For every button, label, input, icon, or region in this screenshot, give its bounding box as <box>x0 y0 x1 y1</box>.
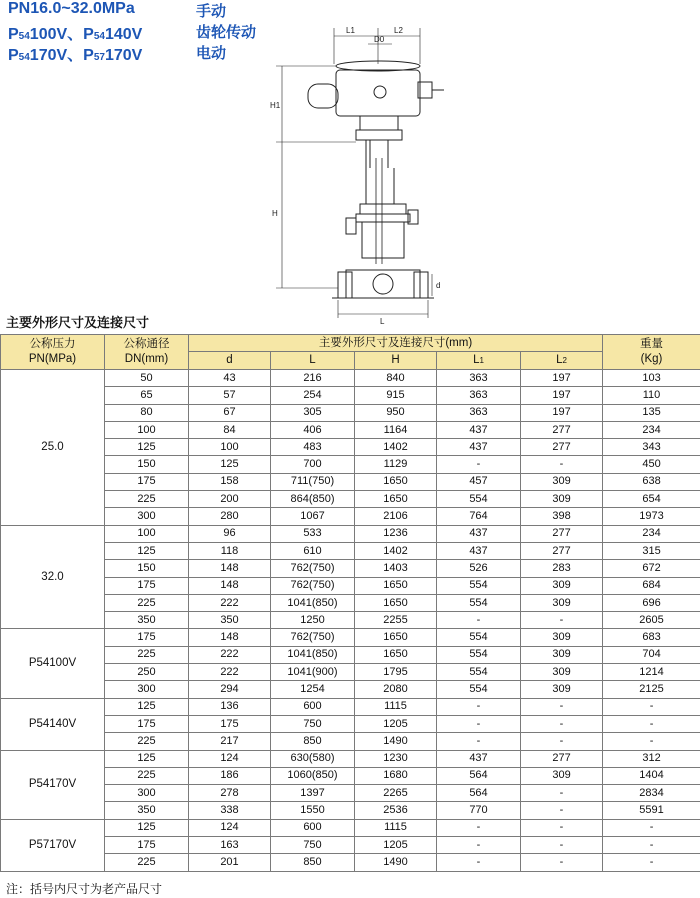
table-row <box>1 525 700 542</box>
table-row <box>1 733 700 750</box>
table-cell: 1230 <box>355 750 437 767</box>
header-l2: L2 <box>521 352 603 370</box>
table-cell: 1214 <box>603 664 700 681</box>
header-d: d <box>189 352 271 370</box>
table-cell: 309 <box>521 577 603 594</box>
section-title: 主要外形尺寸及连接尺寸 <box>6 316 150 331</box>
table-cell: 280 <box>189 508 271 525</box>
table-cell: 1250 <box>271 612 355 629</box>
table-cell: 312 <box>603 750 700 767</box>
table-cell: 850 <box>271 854 355 871</box>
table-cell: 684 <box>603 577 700 594</box>
model-subscript: 54 <box>18 52 30 63</box>
table-cell: 1973 <box>603 508 700 525</box>
table-cell: 96 <box>189 525 271 542</box>
table-cell: 57 <box>189 387 271 404</box>
table-row <box>1 698 700 715</box>
table-cell: 5591 <box>603 802 700 819</box>
table-cell: 197 <box>521 404 603 421</box>
table-cell: 222 <box>189 594 271 611</box>
table-cell: 125 <box>105 439 189 456</box>
table-cell: 148 <box>189 577 271 594</box>
table-row <box>1 439 700 456</box>
table-cell: 222 <box>189 646 271 663</box>
table-cell: 554 <box>437 629 521 646</box>
table-cell: 398 <box>521 508 603 525</box>
table-cell: 770 <box>437 802 521 819</box>
table-cell: - <box>603 715 700 732</box>
table-row <box>1 629 700 646</box>
table-cell: - <box>521 612 603 629</box>
table-cell: 124 <box>189 819 271 836</box>
table-cell: 533 <box>271 525 355 542</box>
table-cell: 125 <box>105 819 189 836</box>
table-row <box>1 404 700 421</box>
pn-cell: P54170V <box>1 750 105 819</box>
header-mode-2: 齿轮传动 <box>196 23 257 41</box>
table-cell: - <box>437 819 521 836</box>
table-cell: 750 <box>271 715 355 732</box>
table-cell: 704 <box>603 646 700 663</box>
table-cell: 1205 <box>355 837 437 854</box>
table-cell: 850 <box>271 733 355 750</box>
table-row <box>1 577 700 594</box>
header-weight: 重量 (Kg) <box>603 335 700 370</box>
model-subscript: 54 <box>93 31 105 42</box>
table-cell: 136 <box>189 698 271 715</box>
table-row <box>1 681 700 698</box>
header-spec-line-2 <box>8 21 142 44</box>
table-cell: 80 <box>105 404 189 421</box>
table-cell: 1115 <box>355 698 437 715</box>
drawing-label-l2: L2 <box>394 26 403 35</box>
drawing-label-d0: D0 <box>374 35 385 44</box>
table-cell: 1650 <box>355 491 437 508</box>
table-cell: 1402 <box>355 542 437 559</box>
table-row <box>1 612 700 629</box>
table-row <box>1 854 700 871</box>
table-cell: - <box>603 854 700 871</box>
table-cell: 84 <box>189 421 271 438</box>
table-body <box>1 370 700 872</box>
table-cell: 1164 <box>355 421 437 438</box>
table-cell: - <box>521 819 603 836</box>
table-cell: - <box>437 698 521 715</box>
table-cell: 1650 <box>355 577 437 594</box>
table-cell: 554 <box>437 664 521 681</box>
table-cell: 100 <box>105 421 189 438</box>
table-cell: 216 <box>271 370 355 387</box>
pn-cell: P54140V <box>1 698 105 750</box>
table-row <box>1 837 700 854</box>
table-cell: 1402 <box>355 439 437 456</box>
table-cell: 43 <box>189 370 271 387</box>
header-dimensions-group: 主要外形尺寸及连接尺寸(mm) <box>189 335 603 352</box>
table-cell: 1129 <box>355 456 437 473</box>
header-mode-3: 电动 <box>196 44 227 62</box>
table-cell: 124 <box>189 750 271 767</box>
table-row <box>1 785 700 802</box>
table-cell: 915 <box>355 387 437 404</box>
table-cell: 175 <box>105 577 189 594</box>
table-row <box>1 802 700 819</box>
table-cell: 2605 <box>603 612 700 629</box>
drawing-label-h1: H1 <box>270 101 281 110</box>
table-cell: 1254 <box>271 681 355 698</box>
table-cell: - <box>603 837 700 854</box>
table-cell: 158 <box>189 473 271 490</box>
drawing-label-l1: L1 <box>346 26 355 35</box>
footnote: 注：括号内尺寸为老产品尺寸 <box>6 882 163 896</box>
table-cell: 554 <box>437 594 521 611</box>
header-l: L <box>271 352 355 370</box>
table-cell: 2265 <box>355 785 437 802</box>
table-cell: 864(850) <box>271 491 355 508</box>
table-cell: 554 <box>437 681 521 698</box>
table-cell: 2834 <box>603 785 700 802</box>
spec-text: 170V、P <box>29 47 94 64</box>
table-cell: 186 <box>189 767 271 784</box>
table-cell: 150 <box>105 560 189 577</box>
header-spec-line-1 <box>8 0 135 18</box>
table-cell: 283 <box>521 560 603 577</box>
table-row <box>1 387 700 404</box>
table-cell: 1041(850) <box>271 594 355 611</box>
table-cell: 437 <box>437 750 521 767</box>
table-cell: 700 <box>271 456 355 473</box>
table-cell: 457 <box>437 473 521 490</box>
table-cell: 50 <box>105 370 189 387</box>
table-cell: 437 <box>437 439 521 456</box>
table-row <box>1 456 700 473</box>
table-cell: 175 <box>105 715 189 732</box>
table-cell: 225 <box>105 491 189 508</box>
table-cell: 217 <box>189 733 271 750</box>
table-row <box>1 664 700 681</box>
table-cell: 100 <box>189 439 271 456</box>
table-cell: 277 <box>521 439 603 456</box>
table-cell: 309 <box>521 664 603 681</box>
table-cell: 554 <box>437 491 521 508</box>
table-cell: 1060(850) <box>271 767 355 784</box>
table-cell: 309 <box>521 681 603 698</box>
table-cell: 437 <box>437 525 521 542</box>
table-cell: 254 <box>271 387 355 404</box>
table-cell: 654 <box>603 491 700 508</box>
table-cell: - <box>521 785 603 802</box>
table-row <box>1 594 700 611</box>
table-row <box>1 819 700 836</box>
table-cell: 1404 <box>603 767 700 784</box>
spec-text: PN16.0~32.0MPa <box>8 0 135 17</box>
table-cell: 350 <box>105 612 189 629</box>
table-cell: 363 <box>437 370 521 387</box>
table-cell: 1041(900) <box>271 664 355 681</box>
model-subscript: 54 <box>18 31 30 42</box>
table-cell: 343 <box>603 439 700 456</box>
table-cell: 234 <box>603 421 700 438</box>
table-cell: 696 <box>603 594 700 611</box>
table-cell: 1550 <box>271 802 355 819</box>
table-cell: 315 <box>603 542 700 559</box>
pn-cell: P54100V <box>1 629 105 698</box>
table-cell: - <box>437 733 521 750</box>
table-cell: 225 <box>105 767 189 784</box>
table-cell: 197 <box>521 370 603 387</box>
table-cell: 764 <box>437 508 521 525</box>
table-row <box>1 715 700 732</box>
table-cell: 100 <box>105 525 189 542</box>
table-cell: 2125 <box>603 681 700 698</box>
table-cell: 1650 <box>355 594 437 611</box>
header-h: H <box>355 352 437 370</box>
valve-drawing <box>262 18 462 328</box>
table-cell: 309 <box>521 594 603 611</box>
table-row <box>1 646 700 663</box>
table-cell: - <box>521 837 603 854</box>
table-cell: 1067 <box>271 508 355 525</box>
drawing-label-l: L <box>380 317 385 326</box>
table-cell: 350 <box>105 802 189 819</box>
table-cell: 163 <box>189 837 271 854</box>
table-cell: 309 <box>521 473 603 490</box>
table-row <box>1 473 700 490</box>
table-cell: 197 <box>521 387 603 404</box>
table-cell: 277 <box>521 542 603 559</box>
table-cell: 950 <box>355 404 437 421</box>
spec-text: P <box>8 47 19 64</box>
table-cell: 554 <box>437 577 521 594</box>
table-cell: - <box>521 715 603 732</box>
table-cell: - <box>521 698 603 715</box>
table-row <box>1 421 700 438</box>
spec-text: 170V <box>104 47 143 64</box>
table-cell: 1490 <box>355 854 437 871</box>
drawing-label-d: d <box>436 281 441 290</box>
table-cell: 175 <box>105 837 189 854</box>
table-cell: 406 <box>271 421 355 438</box>
header-spec-line-3 <box>8 42 142 65</box>
table-cell: 2080 <box>355 681 437 698</box>
table-row <box>1 370 700 387</box>
table-cell: 294 <box>189 681 271 698</box>
table-cell: 118 <box>189 542 271 559</box>
table-row <box>1 508 700 525</box>
table-cell: - <box>603 733 700 750</box>
table-cell: 638 <box>603 473 700 490</box>
table-cell: 148 <box>189 560 271 577</box>
table-cell: 125 <box>189 456 271 473</box>
table-cell: 1795 <box>355 664 437 681</box>
table-cell: 450 <box>603 456 700 473</box>
table-cell: 600 <box>271 819 355 836</box>
table-cell: 103 <box>603 370 700 387</box>
table-cell: 148 <box>189 629 271 646</box>
table-row <box>1 542 700 559</box>
table-cell: 305 <box>271 404 355 421</box>
table-cell: 1490 <box>355 733 437 750</box>
table-cell: 277 <box>521 421 603 438</box>
table-cell: 1680 <box>355 767 437 784</box>
table-cell: - <box>437 837 521 854</box>
table-cell: 672 <box>603 560 700 577</box>
table-cell: 683 <box>603 629 700 646</box>
table-cell: 125 <box>105 542 189 559</box>
table-row <box>1 767 700 784</box>
drawing-label-h: H <box>272 209 278 218</box>
header-pn: 公称压力 PN(MPa) <box>1 335 105 370</box>
table-cell: 554 <box>437 646 521 663</box>
table-cell: 840 <box>355 370 437 387</box>
table-cell: 277 <box>521 750 603 767</box>
table-cell: 2106 <box>355 508 437 525</box>
table-cell: 277 <box>521 525 603 542</box>
table-cell: 200 <box>189 491 271 508</box>
table-cell: 300 <box>105 681 189 698</box>
spec-text: P <box>8 26 19 43</box>
dimension-table <box>0 334 700 872</box>
table-cell: 483 <box>271 439 355 456</box>
table-cell: 67 <box>189 404 271 421</box>
pn-cell: 32.0 <box>1 525 105 629</box>
table-row <box>1 750 700 767</box>
table-cell: 65 <box>105 387 189 404</box>
table-row <box>1 491 700 508</box>
table-cell: 225 <box>105 594 189 611</box>
table-row <box>1 560 700 577</box>
table-cell: 225 <box>105 646 189 663</box>
table-cell: - <box>437 456 521 473</box>
table-cell: 610 <box>271 542 355 559</box>
table-cell: 1115 <box>355 819 437 836</box>
table-cell: 234 <box>603 525 700 542</box>
table-cell: 600 <box>271 698 355 715</box>
table-cell: - <box>521 802 603 819</box>
table-cell: 135 <box>603 404 700 421</box>
table-cell: - <box>521 456 603 473</box>
table-cell: - <box>437 854 521 871</box>
model-subscript: 57 <box>93 52 105 63</box>
table-cell: 225 <box>105 854 189 871</box>
table-cell: 309 <box>521 629 603 646</box>
table-cell: 762(750) <box>271 629 355 646</box>
table-cell: 250 <box>105 664 189 681</box>
table-cell: 762(750) <box>271 577 355 594</box>
table-cell: 363 <box>437 404 521 421</box>
table-cell: 300 <box>105 785 189 802</box>
table-cell: - <box>603 819 700 836</box>
table-cell: 175 <box>105 629 189 646</box>
table-cell: 309 <box>521 491 603 508</box>
pn-cell: 25.0 <box>1 370 105 526</box>
table-cell: 309 <box>521 767 603 784</box>
spec-text: 100V、P <box>29 26 94 43</box>
table-cell: 363 <box>437 387 521 404</box>
table-cell: 309 <box>521 646 603 663</box>
table-cell: 437 <box>437 421 521 438</box>
table-cell: 711(750) <box>271 473 355 490</box>
table-cell: 222 <box>189 664 271 681</box>
table-cell: 1403 <box>355 560 437 577</box>
table-cell: 350 <box>189 612 271 629</box>
table-cell: - <box>437 612 521 629</box>
table-cell: 201 <box>189 854 271 871</box>
table-cell: 750 <box>271 837 355 854</box>
table-cell: 526 <box>437 560 521 577</box>
table-cell: 630(580) <box>271 750 355 767</box>
table-cell: 437 <box>437 542 521 559</box>
pn-cell: P57170V <box>1 819 105 871</box>
table-cell: 762(750) <box>271 560 355 577</box>
table-cell: 1397 <box>271 785 355 802</box>
table-cell: - <box>603 698 700 715</box>
table-cell: 564 <box>437 767 521 784</box>
table-cell: 110 <box>603 387 700 404</box>
table-cell: - <box>521 733 603 750</box>
table-cell: 1205 <box>355 715 437 732</box>
table-cell: 1650 <box>355 646 437 663</box>
table-cell: 2255 <box>355 612 437 629</box>
table-cell: 1650 <box>355 629 437 646</box>
table-cell: 278 <box>189 785 271 802</box>
table-cell: - <box>437 715 521 732</box>
table-cell: 1041(850) <box>271 646 355 663</box>
table-cell: 564 <box>437 785 521 802</box>
header-l1: L1 <box>437 352 521 370</box>
table-cell: 175 <box>189 715 271 732</box>
table-cell: 1236 <box>355 525 437 542</box>
table-cell: 225 <box>105 733 189 750</box>
table-cell: - <box>521 854 603 871</box>
table-cell: 300 <box>105 508 189 525</box>
table-cell: 125 <box>105 750 189 767</box>
spec-text: 140V <box>104 26 143 43</box>
table-cell: 125 <box>105 698 189 715</box>
table-cell: 338 <box>189 802 271 819</box>
header-dn: 公称通径 DN(mm) <box>105 335 189 370</box>
header-mode-1: 手动 <box>196 2 227 20</box>
table-cell: 2536 <box>355 802 437 819</box>
table-cell: 150 <box>105 456 189 473</box>
table-cell: 1650 <box>355 473 437 490</box>
table-cell: 175 <box>105 473 189 490</box>
